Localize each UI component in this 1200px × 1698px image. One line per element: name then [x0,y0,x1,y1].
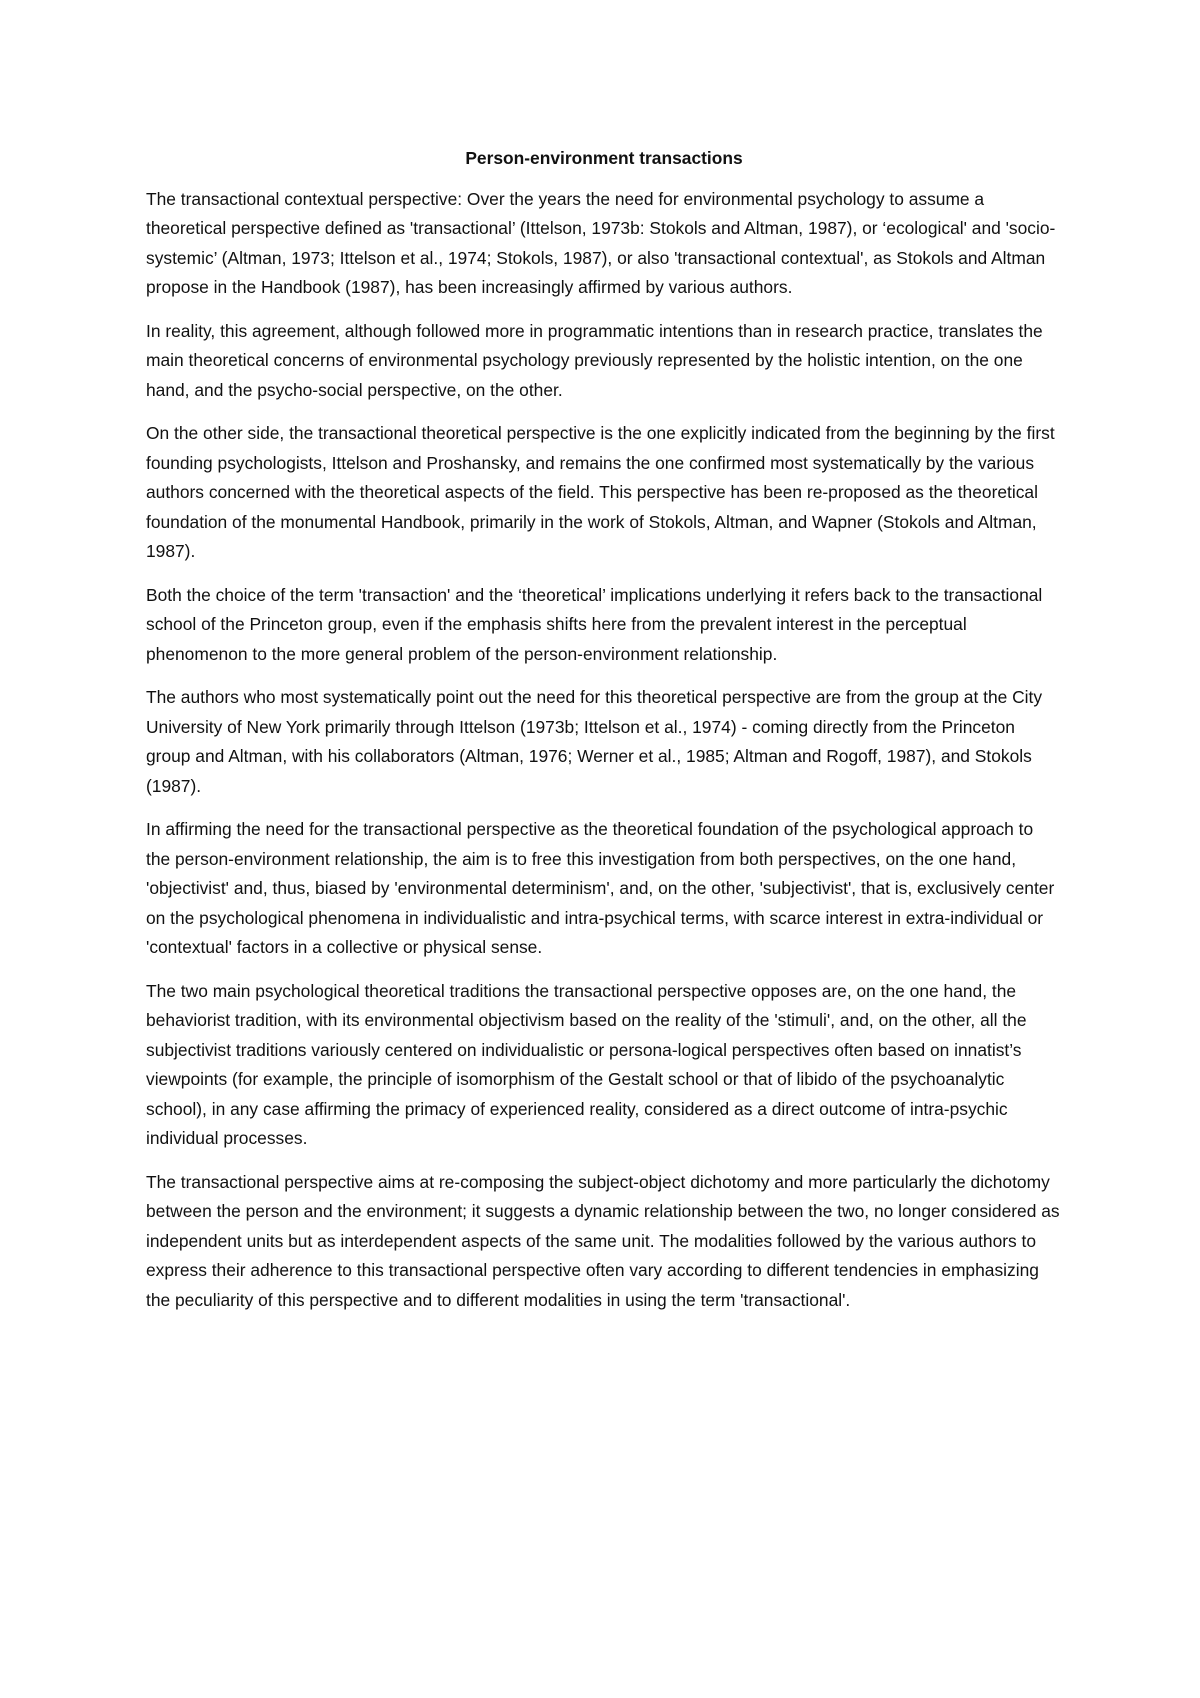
paragraph-7: The two main psychological theoretical traditions the transactional perspective opposes are, on the one hand, the behaviorist tradition, with its environmental objectivism based on the reality of the 'stimuli', and, on the other, all the subjectivist traditions variously centered on individualistic or persona-logical perspectives often based on innatist’s viewpoints (for example, the principle of isomorphism of the Gestalt school or that of libido of the psychoanalytic school), in any case affirming the primacy of experienced reality, considered as a direct outcome of intra-psychic individual processes. [146,980,1027,1148]
paragraph-2: In reality, this agreement, although followed more in programmatic intentions than in research practice, translates the main theoretical concerns of environmental psychology previously represented by the holistic intention, on the one hand, and the psycho-social perspective, on the other. [146,320,1043,400]
document-body [146,144,1062,1329]
paragraph-4: Both the choice of the term 'transaction' and the ‘theoretical’ implications underlying it refers back to the transactional school of the Princeton group, even if the emphasis shifts here from the prevalent interest in the perceptual phenomenon to the more general problem of the person-environment relationship. [146,584,1043,664]
paragraph-6: In affirming the need for the transactional perspective as the theoretical foundation of the psychological approach to the person-environment relationship, the aim is to free this investigation from both perspectives, on the one hand, 'objectivist' and, thus, biased by 'environmental determinism', and, on the other, 'subjectivist', that is, exclusively center on the psychological phenomena in individualistic and intra-psychical terms, with scarce interest in extra-individual or 'contextual' factors in a collective or physical sense. [146,819,1055,957]
paragraph-5: The authors who most systematically point out the need for this theoretical perspective are from the group at the City University of New York primarily through Ittelson (1973b; Ittelson et al., 1974) - coming directly from the Princeton group and Altman, with his collaborators (Altman, 1976; Werner et al., 1985; Altman and Rogoff, 1987), and Stokols (1987). [146,687,1043,796]
paragraph-8: The transactional perspective aims at re-composing the subject-object dichotomy and more particularly the dichotomy between the person and the environment; it suggests a dynamic relationship between the two, no longer considered as independent units but as interdependent aspects of the same unit. The modalities followed by the various authors to express their adherence to this transactional perspective often vary according to different tendencies in emphasizing the peculiarity of this perspective and to different modalities in using the term 'transactional'. [146,1171,1060,1310]
paragraph-3: On the other side, the transactional theoretical perspective is the one explicitly indicated from the beginning by the first founding psychologists, Ittelson and Proshansky, and remains the one confirmed most systematically by the various authors concerned with the theoretical aspects of the field. This perspective has been re-proposed as the theoretical foundation of the monumental Handbook, primarily in the work of Stokols, Altman, and Wapner (Stokols and Altman, 1987). [146,423,1055,561]
paragraph-1: The transactional contextual perspective: Over the years the need for environmental psychology to assume a theoretical perspective defined as 'transactional’ (Ittelson, 1973b: Stokols and Altman, 1987), or ‘ecological' and 'socio-systemic’ (Altman, 1973; Ittelson et al., 1974; Stokols, 1987), or also 'transactional contextual', as Stokols and Altman propose in the Handbook (1987), has been increasingly affirmed by various authors. [146,188,1056,297]
document-title: Person-environment transactions [465,148,743,168]
